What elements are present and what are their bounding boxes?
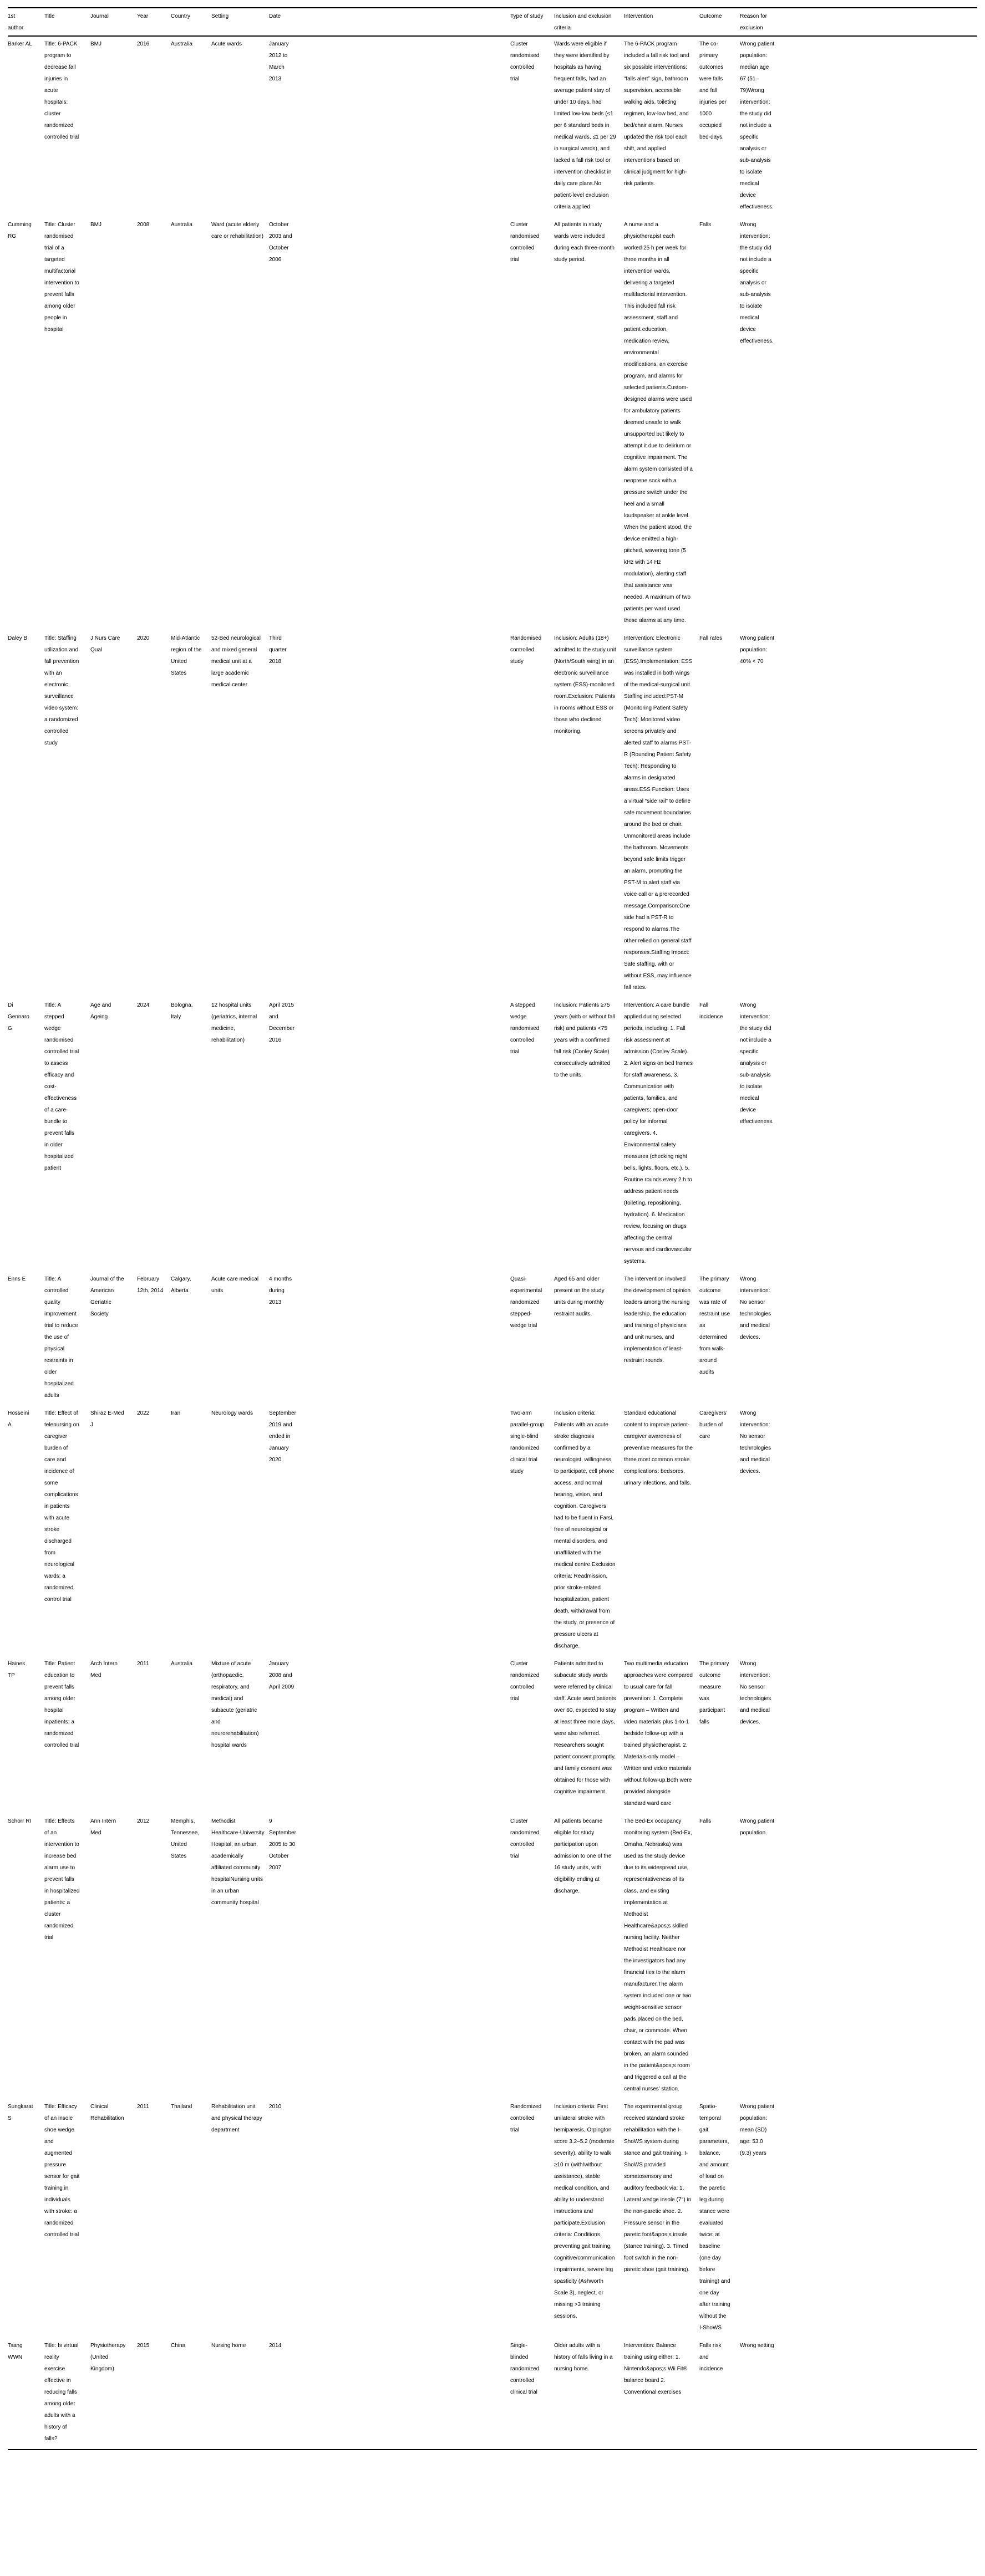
cell-text-journal: BMJ	[90, 41, 101, 47]
cell-country	[171, 1656, 211, 1814]
cell-journal	[90, 217, 137, 631]
table-row	[8, 217, 977, 631]
cell-text-country: Bologna, Italy	[171, 1002, 193, 1020]
cell-type-of-study	[510, 217, 554, 631]
cell-text-journal: Journal of the American Geriatric Society	[90, 1276, 124, 1317]
cell-text-journal: Clinical Rehabilitation	[90, 2104, 124, 2121]
cell-text-country: Memphis, Tennessee, United States	[171, 1818, 200, 1859]
cell-author	[8, 631, 44, 998]
cell-reason	[740, 1814, 977, 2099]
cell-text-criteria: Aged 65 and older present on the study units during monthly restraint audits.	[554, 1276, 605, 1317]
cell-year	[137, 1814, 171, 2099]
cell-text-criteria: Inclusion: Adults (18+) admitted to the study unit (North/South wing) in an electronic surveillance system (ESS)-monitored room.Exclusion: Patients in rooms without ESS or those who declined monitoring.	[554, 635, 616, 734]
cell-text-country: Australia	[171, 1661, 192, 1667]
table-row	[8, 631, 977, 998]
cell-text-setting: Acute wards	[211, 41, 242, 47]
cell-journal	[90, 1272, 137, 1406]
cell-text-year: 2012	[137, 1818, 150, 1824]
cell-text-date: January 2012 to March 2013	[269, 41, 289, 82]
cell-author	[8, 2099, 44, 2338]
cell-text-date: 2010	[269, 2104, 282, 2110]
cell-text-type-of-study: Cluster randomised controlled trial	[510, 222, 540, 263]
cell-text-intervention: Standard educational content to improve patient-caregiver awareness of preventive measures for the three most common stroke complications: bedsores, urinary infections, and falls.	[624, 1410, 693, 1486]
cell-title	[44, 1406, 90, 1656]
cell-year	[137, 1272, 171, 1406]
cell-text-outcome: Falls risk and incidence	[699, 2343, 723, 2372]
cell-text-title: Title: Effects of an intervention to increase bed alarm use to prevent falls in hospitalized patients: a cluster randomized trial	[44, 1818, 80, 1941]
cell-reason	[740, 998, 977, 1272]
cell-reason	[740, 2099, 977, 2338]
cell-country	[171, 1814, 211, 2099]
cell-title	[44, 2099, 90, 2338]
cell-text-criteria: Wards were eligible if they were identified by hospitals as having frequent falls, had an average patient stay of under 10 days, had limited low-low beds (≤1 per 6 standard beds in medical wards, ≤1 per 29 in surgical wards), and lacked a fall risk tool or intervention checklist in daily care plans.No patient-level exclusion criteria applied.	[554, 41, 616, 210]
cell-journal	[90, 1406, 137, 1656]
cell-text-title: Title: 6-PACK program to decrease fall injuries in acute hospitals: cluster randomized controlled trial	[44, 41, 79, 140]
cell-criteria	[554, 1272, 624, 1406]
cell-title	[44, 2338, 90, 2450]
cell-text-author: Sungkarat S	[8, 2104, 33, 2121]
cell-country	[171, 1272, 211, 1406]
cell-title	[44, 1814, 90, 2099]
cell-year	[137, 998, 171, 1272]
cell-type-of-study	[510, 1406, 554, 1656]
column-header-country: Country	[171, 13, 191, 19]
cell-text-intervention: Intervention: Balance training using either: 1. Nintendo&apos;s Wii Fit® balance board 2. Conventional exercises	[624, 2343, 688, 2395]
cell-author	[8, 998, 44, 1272]
cell-text-reason: Wrong patient population: mean (SD) age: 53.0 (9.3) years	[740, 2104, 775, 2156]
cell-date	[269, 998, 510, 1272]
cell-intervention	[624, 1406, 699, 1656]
cell-text-intervention: Intervention: A care bundle applied during selected periods, including: 1. Fall risk assessment at admission (Conley Scale). 2. Alert signs on bed frames for staff awareness. 3. Communication with patients, families, and caregivers; open-door policy for informal caregivers. 4. Environmental safety measures (checking night bells, lights, floors, etc.). 5. Routine rounds every 2 h to address patient needs (toileting, repositioning, hydration). 6. Medication review, focusing on drugs affecting the central nervous and cardiovascular systems.	[624, 1002, 693, 1264]
cell-type-of-study	[510, 36, 554, 217]
cell-text-setting: Rehabilitation unit and physical therapy department	[211, 2104, 262, 2133]
cell-text-outcome: Falls	[699, 222, 712, 228]
cell-year	[137, 1406, 171, 1656]
cell-date	[269, 1656, 510, 1814]
cell-intervention	[624, 631, 699, 998]
cell-journal	[90, 998, 137, 1272]
cell-intervention	[624, 36, 699, 217]
cell-author	[8, 36, 44, 217]
cell-text-author: Haines TP	[8, 1661, 26, 1679]
cell-text-setting: Mixture of acute (orthopaedic, respiratory, and medical) and subacute (geriatric and neurorehabilitation) hospital wards	[211, 1661, 259, 1748]
cell-text-reason: Wrong intervention: No sensor technologies and medical devices.	[740, 1276, 771, 1340]
cell-text-year: 2011	[137, 1661, 149, 1667]
cell-text-outcome: Fall rates	[699, 635, 723, 641]
cell-type-of-study	[510, 631, 554, 998]
cell-criteria	[554, 998, 624, 1272]
cell-text-reason: Wrong intervention: the study did not include a specific analysis or sub-analysis to isolate medical device effectiveness.	[740, 222, 774, 344]
cell-type-of-study	[510, 998, 554, 1272]
cell-text-type-of-study: Single-blinded randomized controlled clinical trial	[510, 2343, 540, 2395]
cell-text-title: Title: Is virtual reality exercise effective in reducing falls among older adults with a history of falls?	[44, 2343, 79, 2442]
cell-text-outcome: Fall incidence	[699, 1002, 723, 1020]
cell-outcome	[699, 217, 740, 631]
column-header-outcome: Outcome	[699, 13, 722, 19]
cell-type-of-study	[510, 2338, 554, 2450]
cell-reason	[740, 2338, 977, 2450]
cell-intervention	[624, 1814, 699, 2099]
cell-outcome	[699, 998, 740, 1272]
cell-type-of-study	[510, 1656, 554, 1814]
cell-outcome	[699, 1814, 740, 2099]
column-header-type-of-study: Type of study	[510, 13, 544, 19]
cell-intervention	[624, 2338, 699, 2450]
cell-journal	[90, 1814, 137, 2099]
table-row	[8, 1814, 977, 2099]
cell-text-reason: Wrong intervention: No sensor technologies and medical devices.	[740, 1410, 771, 1475]
cell-country	[171, 2099, 211, 2338]
column-header-intervention: Intervention	[624, 13, 653, 19]
cell-country	[171, 998, 211, 1272]
cell-setting	[211, 1406, 269, 1656]
cell-text-date: April 2015 and December 2016	[269, 1002, 295, 1043]
cell-text-country: Mid-Atlantic region of the United States	[171, 635, 202, 676]
cell-text-title: Title: Staffing utilization and fall prevention with an electronic surveillance video system: a randomized controlled study	[44, 635, 79, 746]
cell-intervention	[624, 998, 699, 1272]
cell-text-type-of-study: Cluster randomized controlled trial	[510, 1818, 540, 1859]
cell-text-criteria: All patients became eligible for study participation upon admission to one of the 16 study units, with eligibility ending at discharge.	[554, 1818, 612, 1894]
cell-text-reason: Wrong intervention: No sensor technologies and medical devices.	[740, 1661, 771, 1725]
cell-text-intervention: A nurse and a physiotherapist each worked 25 h per week for three months in all intervention wards, delivering a targeted multifactorial intervention. This included fall risk assessment, staff and patient education, medication review, environmental modifications, an exercise program, and alarms for selected patients.Custom-designed alarms were used for ambulatory patients deemed unsafe to walk unsupported but likely to attempt it due to delirium or cognitive impairment. The alarm system consisted of a neoprene sock with a pressure switch under the heel and a small loudspeaker at ankle level. When the patient stood, the device emitted a high-pitched, wavering tone (5 kHz with 14 Hz modulation), alerting staff that assistance was needed. A maximum of two patients per ward used these alarms at any time.	[624, 222, 693, 624]
column-header-year: Year	[137, 13, 149, 19]
cell-journal	[90, 36, 137, 217]
table-row	[8, 1272, 977, 1406]
cell-text-setting: 12 hospital units (geriatrics, internal medicine, rehabilitation)	[211, 1002, 257, 1043]
cell-title	[44, 36, 90, 217]
cell-text-title: Title: Patient education to prevent falls among older hospital inpatients: a randomized controlled trial	[44, 1661, 79, 1748]
cell-text-year: 2015	[137, 2343, 150, 2349]
cell-text-date: 2014	[269, 2343, 282, 2349]
cell-text-country: Calgary, Alberta	[171, 1276, 191, 1294]
cell-text-author: Schorr RI	[8, 1818, 32, 1824]
cell-title	[44, 1272, 90, 1406]
cell-date	[269, 2338, 510, 2450]
cell-criteria	[554, 36, 624, 217]
cell-text-journal: BMJ	[90, 222, 101, 228]
cell-outcome	[699, 36, 740, 217]
cell-text-setting: Acute care medical units	[211, 1276, 259, 1294]
cell-setting	[211, 2099, 269, 2338]
cell-text-criteria: Inclusion: Patients ≥75 years (with or without fall risk) and patients <75 years with a confirmed fall risk (Conley Scale) consecutively admitted to the units.	[554, 1002, 616, 1078]
cell-reason	[740, 217, 977, 631]
cell-text-author: Daley B	[8, 635, 28, 641]
cell-text-journal: Age and Ageing	[90, 1002, 111, 1020]
cell-text-criteria: Inclusion criteria: First unilateral stroke with hemiparesis, Orpington score 3.2–5.2 (moderate severity), ability to walk ≥10 m (with/without assistance), stable medical condition, and ability to understand instructions and participate.Exclusion criteria: Conditions preventing gait training, cognitive/communication impairments, severe leg spasticity (Ashworth Scale 3), neglect, or missing >3 training sessions.	[554, 2104, 615, 2319]
cell-year	[137, 2099, 171, 2338]
cell-outcome	[699, 2338, 740, 2450]
cell-text-country: China	[171, 2343, 186, 2349]
column-header-date: Date	[269, 13, 281, 19]
cell-criteria	[554, 2099, 624, 2338]
cell-journal	[90, 1656, 137, 1814]
cell-intervention	[624, 1656, 699, 1814]
cell-text-outcome: Caregivers’ burden of care	[699, 1410, 728, 1440]
cell-text-year: 2011	[137, 2104, 149, 2110]
cell-title	[44, 631, 90, 998]
cell-text-date: Third quarter 2018	[269, 635, 287, 665]
cell-text-country: Australia	[171, 41, 192, 47]
cell-criteria	[554, 631, 624, 998]
cell-text-criteria: All patients in study wards were included during each three-month study period.	[554, 222, 615, 263]
cell-text-journal: Arch Intern Med	[90, 1661, 118, 1679]
cell-text-type-of-study: Cluster randomized controlled trial	[510, 1661, 540, 1702]
cell-text-setting: Neurology wards	[211, 1410, 253, 1416]
cell-outcome	[699, 1656, 740, 1814]
table-row	[8, 1406, 977, 1656]
cell-text-reason: Wrong patient population: median age 67 (51–79)Wrong intervention: the study did not include a specific analysis or sub-analysis to isolate medical device effectiveness.	[740, 41, 775, 210]
cell-outcome	[699, 1406, 740, 1656]
cell-text-reason: Wrong intervention: the study did not include a specific analysis or sub-analysis to isolate medical device effectiveness.	[740, 1002, 774, 1125]
cell-type-of-study	[510, 2099, 554, 2338]
cell-title	[44, 217, 90, 631]
cell-text-title: Title: A stepped wedge randomised controlled trial to assess efficacy and cost-effectiveness of a care-bundle to prevent falls in older hospitalized patient	[44, 1002, 79, 1171]
cell-date	[269, 1272, 510, 1406]
cell-text-journal: J Nurs Care Qual	[90, 635, 120, 653]
cell-author	[8, 1656, 44, 1814]
cell-text-year: 2016	[137, 41, 150, 47]
cell-text-criteria: Inclusion criteria: Patients with an acute stroke diagnosis confirmed by a neurologist, willingness to participate, cell phone access, and normal hearing, vision, and cognition. Caregivers had to be fluent in Farsi, free of neurological or mental disorders, and unaffiliated with the medical centre.Exclusion criteria: Readmission, prior stroke-related hospitalization, patient death, withdrawal from the study, or presence of pressure ulcers at discharge.	[554, 1410, 616, 1649]
cell-text-author: Enns E	[8, 1276, 26, 1282]
cell-date	[269, 1814, 510, 2099]
cell-text-reason: Wrong setting	[740, 2343, 774, 2349]
cell-outcome	[699, 1272, 740, 1406]
cell-criteria	[554, 1814, 624, 2099]
cell-text-year: 2020	[137, 635, 150, 641]
cell-reason	[740, 1406, 977, 1656]
cell-year	[137, 2338, 171, 2450]
cell-text-intervention: The Bed-Ex occupancy monitoring system (Bed-Ex, Omaha, Nebraska) was used as the study device due to its widespread use, representativeness of its class, and existing implementation at Methodist Healthcare&apos;s skilled nursing facility. Neither Methodist Healthcare nor the investigators had any financial ties to the alarm manufacturer.The alarm system included one or two weight-sensitive sensor pads placed on the bed, chair, or commode. When contact with the pad was broken, an alarm sounded in the patient&apos;s room and triggered a call at the central nurses' station.	[624, 1818, 692, 2092]
column-header-journal: Journal	[90, 13, 109, 19]
cell-text-date: September 2019 and ended in January 2020	[269, 1410, 296, 1463]
cell-text-author: Cumming RG	[8, 222, 32, 239]
cell-text-year: February 12th, 2014	[137, 1276, 164, 1294]
cell-text-title: Title: Cluster randomised trial of a targeted multifactorial intervention to prevent falls among older people in hospital	[44, 222, 79, 333]
cell-text-type-of-study: Randomised controlled study	[510, 635, 542, 665]
cell-text-setting: Nursing home	[211, 2343, 246, 2349]
cell-year	[137, 217, 171, 631]
cell-text-outcome: The primary outcome measure was participant falls	[699, 1661, 729, 1725]
table-header-row	[8, 8, 977, 36]
cell-criteria	[554, 1656, 624, 1814]
table-row	[8, 2099, 977, 2338]
table-header	[8, 8, 977, 36]
table-row	[8, 36, 977, 217]
cell-date	[269, 2099, 510, 2338]
cell-text-country: Thailand	[171, 2104, 192, 2110]
cell-author	[8, 1272, 44, 1406]
cell-setting	[211, 631, 269, 998]
cell-text-year: 2024	[137, 1002, 150, 1008]
cell-country	[171, 1406, 211, 1656]
cell-text-year: 2022	[137, 1410, 150, 1416]
cell-setting	[211, 217, 269, 631]
cell-text-date: October 2003 and October 2006	[269, 222, 292, 263]
cell-text-setting: 52-Bed neurological and mixed general medical unit at a large academic medical center	[211, 635, 261, 688]
cell-text-author: Tsang WWN	[8, 2343, 23, 2360]
cell-text-type-of-study: A stepped wedge randomised controlled trial	[510, 1002, 540, 1055]
cell-intervention	[624, 217, 699, 631]
cell-text-reason: Wrong patient population: 40% < 70	[740, 635, 775, 665]
cell-text-criteria: Older adults with a history of falls living in a nursing home.	[554, 2343, 613, 2372]
cell-type-of-study	[510, 1814, 554, 2099]
cell-intervention	[624, 1272, 699, 1406]
cell-text-intervention: The 6-PACK program included a fall risk tool and six possible interventions: “falls alert” sign, bathroom supervision, accessible walking aids, toileting regimen, low-low bed, and bed/chair alarm. Nurses updated the risk tool each shift, and applied interventions based on clinical judgment for high-risk patients.	[624, 41, 689, 187]
column-header-reason: Reason for exclusion	[740, 13, 767, 31]
cell-text-intervention: Two multimedia education approaches were compared to usual care for fall prevention: 1. Complete program – Written and video materials plus 1-to-1 bedside follow-up with a trained physiotherapist. 2. Materials-only model – Written and video materials without follow-up.Both were provided alongside standard ward care	[624, 1661, 693, 1807]
cell-country	[171, 217, 211, 631]
cell-criteria	[554, 217, 624, 631]
cell-reason	[740, 1656, 977, 1814]
cell-text-criteria: Patients admitted to subacute study wards were referred by clinical staff. Acute ward patients over 60, expected to stay at least three more days, were also referred. Researchers sought patient consent promptly, and family consent was obtained for those with cognitive impairment.	[554, 1661, 616, 1795]
cell-text-year: 2008	[137, 222, 150, 228]
cell-text-intervention: The intervention involved the development of opinion leaders among the nursing leadership, the education and training of physicians and unit nurses, and implementation of least-restraint rounds.	[624, 1276, 691, 1364]
cell-text-type-of-study: Two-arm parallel-group single-blind randomized clinical trial study	[510, 1410, 545, 1475]
cell-text-country: Australia	[171, 222, 192, 228]
cell-text-outcome: The primary outcome was rate of restraint use as determined from walk-around audits	[699, 1276, 730, 1375]
cell-text-author: Barker AL	[8, 41, 32, 47]
cell-text-author: Di Gennaro G	[8, 1002, 29, 1032]
cell-criteria	[554, 2338, 624, 2450]
cell-title	[44, 998, 90, 1272]
cell-year	[137, 36, 171, 217]
cell-text-title: Title: Effect of telenursing on caregiver burden of care and incidence of some complications in patients with acute stroke discharged from neurological wards: a randomized control trial	[44, 1410, 79, 1603]
cell-text-reason: Wrong patient population.	[740, 1818, 775, 1836]
cell-setting	[211, 1656, 269, 1814]
cell-text-outcome: Spatio-temporal gait parameters, balance, and amount of load on the paretic leg during stance were evaluated twice: at baseline (one day before training) and one day after training without the I-ShoWS	[699, 2104, 730, 2331]
cell-author	[8, 217, 44, 631]
cell-setting	[211, 998, 269, 1272]
cell-outcome	[699, 631, 740, 998]
cell-text-type-of-study: Cluster randomised controlled trial	[510, 41, 540, 82]
cell-year	[137, 631, 171, 998]
cell-text-country: Iran	[171, 1410, 181, 1416]
cell-type-of-study	[510, 1272, 554, 1406]
cell-intervention	[624, 2099, 699, 2338]
cell-journal	[90, 631, 137, 998]
cell-journal	[90, 2099, 137, 2338]
cell-text-intervention: Intervention: Electronic surveillance system (ESS).Implementation: ESS was installed in both wings of the medical-surgical unit. Staffing included:PST-M (Monitoring Patient Safety Tech): Monitored video screens privately and alerted staff to alarms.PST-R (Rounding Patient Safety Tech): Responding to alarms in designated areas.ESS Function: Uses a virtual “side rail” to define safe movement boundaries around the bed or chair. Unmonitored areas include the bathroom. Movements beyond safe limits trigger an alarm, prompting the PST-M to alert staff via voice call or a prerecorded message.Comparison:One side had a PST-R to respond to alarms.The other relied on general staff responses.Staffing Impact: Safe staffing, with or without ESS, may influence fall rates.	[624, 635, 693, 991]
table-row	[8, 2338, 977, 2450]
cell-text-date: 9 September 2005 to 30 October 2007	[269, 1818, 296, 1871]
cell-country	[171, 631, 211, 998]
column-header-criteria: Inclusion and exclusion criteria	[554, 13, 612, 31]
cell-text-outcome: Falls	[699, 1818, 712, 1824]
cell-text-date: 4 months during 2013	[269, 1276, 292, 1305]
cell-text-type-of-study: Randomized controlled trial	[510, 2104, 542, 2133]
cell-country	[171, 36, 211, 217]
cell-text-outcome: The co-primary outcomes were falls and fall injuries per 1000 occupied bed-days.	[699, 41, 727, 140]
cell-author	[8, 2338, 44, 2450]
cell-text-title: Title: A controlled quality improvement trial to reduce the use of physical restraints in older hospitalized adults	[44, 1276, 78, 1399]
cell-text-type-of-study: Quasi-experimental randomized stepped-wedge trial	[510, 1276, 542, 1329]
cell-text-date: January 2008 and April 2009	[269, 1661, 295, 1690]
cell-title	[44, 1656, 90, 1814]
cell-setting	[211, 36, 269, 217]
column-header-title: Title	[44, 13, 55, 19]
cell-author	[8, 1406, 44, 1656]
cell-text-title: Title: Efficacy of an insole shoe wedge and augmented pressure sensor for gait training in individuals with stroke: a randomized controlled trial	[44, 2104, 80, 2238]
cell-text-setting: Ward (acute elderly care or rehabilitation)	[211, 222, 263, 239]
cell-reason	[740, 631, 977, 998]
cell-date	[269, 217, 510, 631]
cell-text-intervention: The experimental group received standard stroke rehabilitation with the I-ShoWS system during stance and gait training. I-ShoWS provided somatosensory and auditory feedback via: 1. Lateral wedge insole (7°) in the non-paretic shoe. 2. Pressure sensor in the paretic foot&apos;s insole (stance training). 3. Timed foot switch in the non-paretic shoe (gait training).	[624, 2104, 692, 2273]
cell-reason	[740, 36, 977, 217]
cell-outcome	[699, 2099, 740, 2338]
cell-text-author: Hosseini A	[8, 1410, 29, 1428]
cell-date	[269, 1406, 510, 1656]
cell-setting	[211, 1272, 269, 1406]
cell-text-journal: Physiotherapy (United Kingdom)	[90, 2343, 126, 2372]
table-row	[8, 998, 977, 1272]
cell-text-setting: Methodist Healthcare-University Hospital, an urban, academically affiliated community hospitalNursing units in an urban community hospital	[211, 1818, 265, 1906]
cell-criteria	[554, 1406, 624, 1656]
table-body	[8, 36, 977, 2450]
cell-text-journal: Ann Intern Med	[90, 1818, 116, 1836]
column-header-author: 1st author	[8, 13, 24, 31]
cell-date	[269, 631, 510, 998]
cell-reason	[740, 1272, 977, 1406]
cell-journal	[90, 2338, 137, 2450]
cell-setting	[211, 2338, 269, 2450]
excluded-studies-table	[8, 7, 977, 2450]
cell-year	[137, 1656, 171, 1814]
cell-author	[8, 1814, 44, 2099]
cell-date	[269, 36, 510, 217]
cell-country	[171, 2338, 211, 2450]
table-row	[8, 1656, 977, 1814]
cell-text-journal: Shiraz E-Med J	[90, 1410, 124, 1428]
column-header-setting: Setting	[211, 13, 229, 19]
cell-setting	[211, 1814, 269, 2099]
